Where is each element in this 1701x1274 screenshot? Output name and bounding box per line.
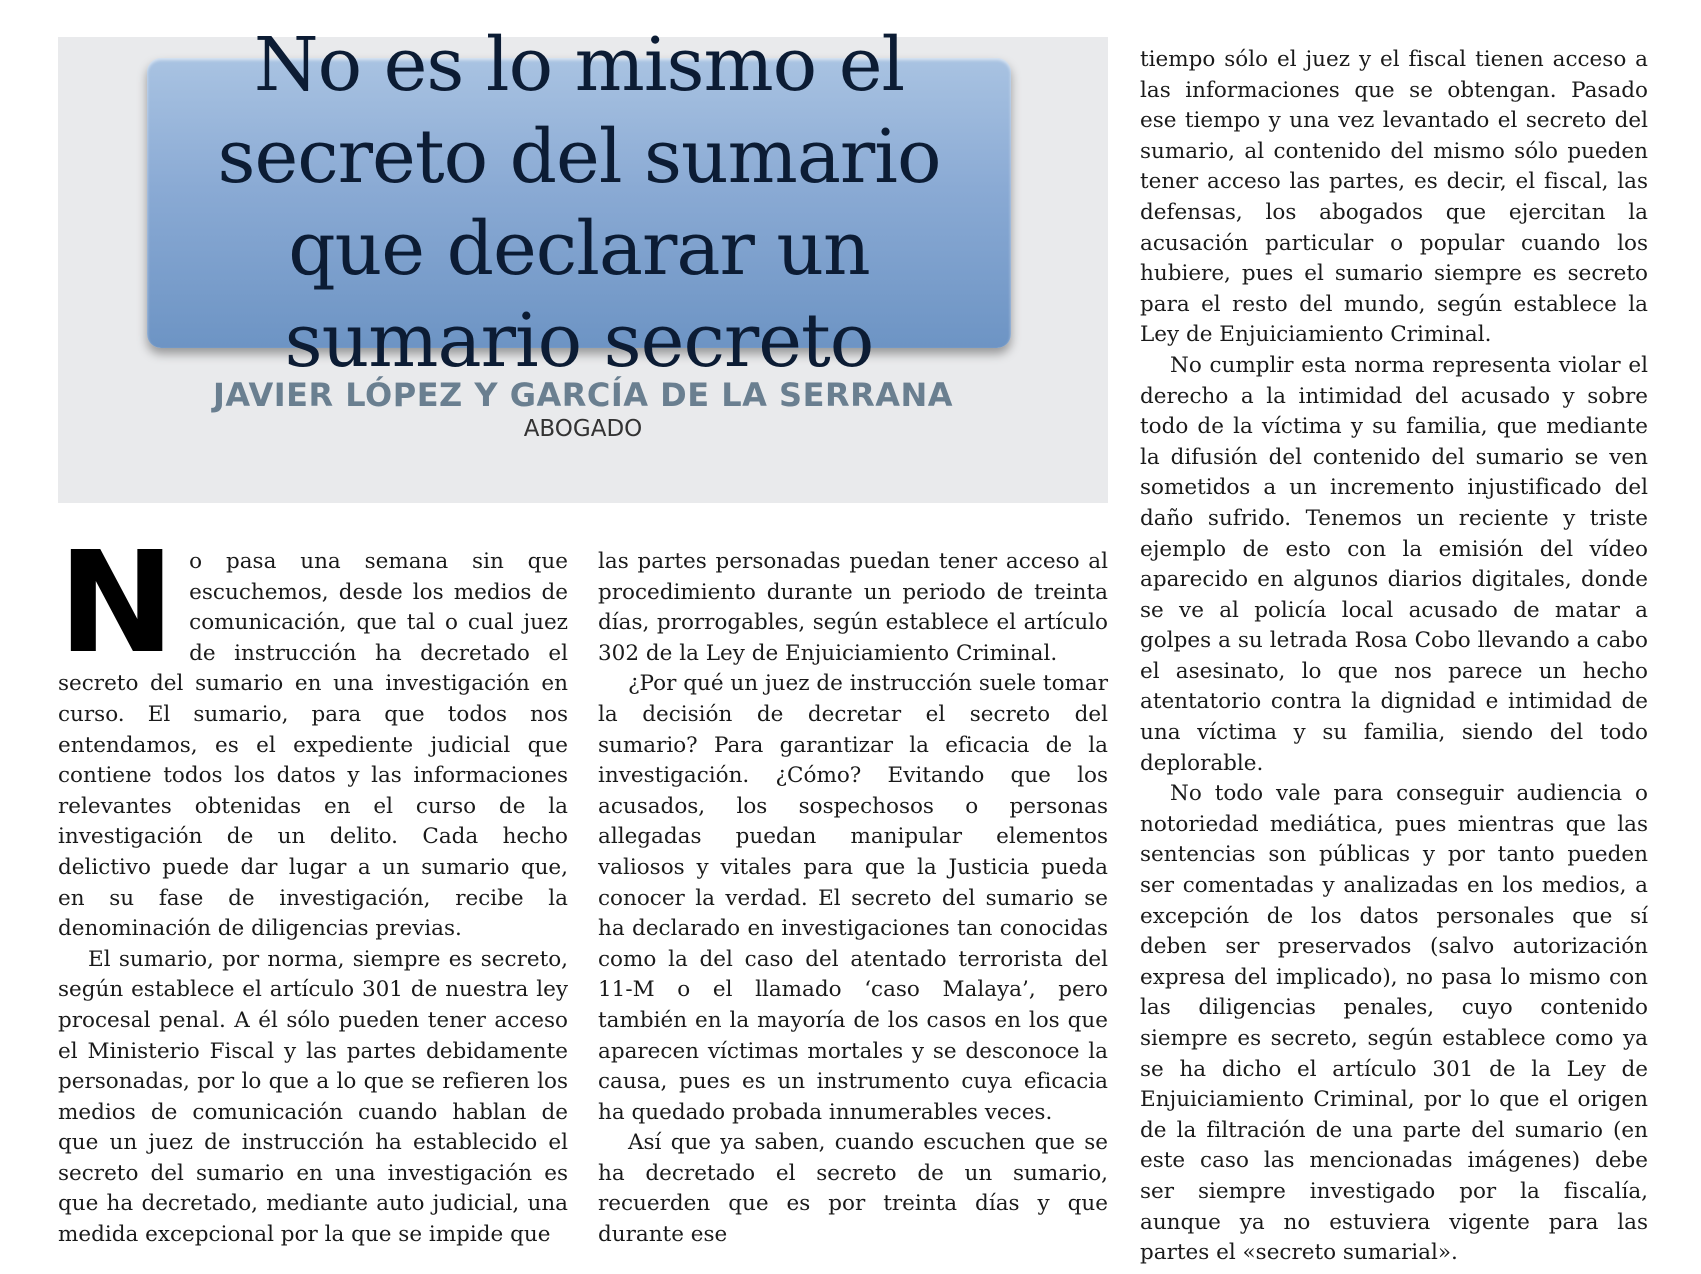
column-2 (598, 547, 1108, 1251)
article-title: No es lo mismo el secreto del sumario que declarar un sumario secreto (217, 22, 941, 384)
paragraph: tiempo sólo el juez y el fiscal tienen acceso a las informaciones que se obtengan. Pasado ese tiempo y una vez levantado el secreto del sumario, al contenido del mismo sólo pueden tener acceso las partes, es decir, el fiscal, las defensas, los abogados que ejercitan la acusación particular o popular cuando los hubiere, pues el sumario siempre es secreto para el resto del mundo, según establece la Ley de Enjuiciamiento Criminal. (1140, 47, 1648, 348)
paragraph (58, 522, 568, 945)
paragraph-text: o pasa una semana sin que escuchemos, desde los medios de comunicación, que tal o cual juez de instrucción ha decretado el secreto del sumario en una investigación en curso. El sumario, para que todos nos entendamos, es el expediente judicial que contiene todos los datos y las informaciones relevantes obtenidas en el curso de la investigación de un delito. Cada hecho delictivo puede dar lugar a un sumario que, en su fase de investigación, recibe la denominación de diligencias previas. (58, 549, 568, 942)
title-box (147, 22, 1011, 384)
drop-cap: N (58, 522, 176, 685)
column-3 (1140, 45, 1648, 1269)
author-name: JAVIER LÓPEZ Y GARCÍA DE LA SERRANA (212, 376, 954, 414)
author-role: ABOGADO (523, 416, 643, 442)
paragraph: Así que ya saben, cuando escuchen que se ha decretado el secreto de un sumario, recuerden que es por treinta días y que durante ese (598, 1130, 1108, 1248)
paragraph: No todo vale para conseguir audiencia o notoriedad mediática, pues mientras que las sentencias son públicas y por tanto pueden ser comentadas y analizadas en los medios, a excepción de los datos personales que sí deben ser preservados (salvo autorización expresa del implicado), no pasa lo mismo con las diligencias penales, cuyo contenido siempre es secreto, según establece como ya se ha dicho el artículo 301 de la Ley de Enjuiciamiento Criminal, por lo que el origen de la filtración de una parte del sumario (en este caso las mencionadas imágenes) debe ser siempre investigado por la fiscalía, aunque ya no estuviera vigente para las partes el «secreto sumarial». (1140, 781, 1648, 1266)
byline (58, 375, 1108, 443)
column-1 (58, 522, 568, 1251)
paragraph: El sumario, por norma, siempre es secreto, según establece el artículo 301 de nuestra ley procesal penal. A él sólo pueden tener acceso el Ministerio Fiscal y las partes debidamente personadas, por lo que a lo que se refieren los medios de comunicación cuando hablan de que un juez de instrucción ha establecido el secreto del sumario en una investigación es que ha decretado, mediante auto judicial, una medida excepcional por la que se impide que (58, 946, 568, 1248)
paragraph: ¿Por qué un juez de instrucción suele tomar la decisión de decretar el secreto del sumario? Para garantizar la eficacia de la investigación. ¿Cómo? Evitando que los acusados, los sospechosos o personas allegadas puedan manipular elementos valiosos y vitales para que la Justicia pueda conocer la verdad. El secreto del sumario se ha declarado en investigaciones tan conocidas como la del caso del atentado terrorista del 11-M o el llamado ‘caso Malaya’, pero también en la mayoría de los casos en los que aparecen víctimas mortales y se desconoce la causa, pues es un instrumento cuya eficacia ha quedado probada innumerables veces. (598, 671, 1108, 1125)
paragraph: las partes personadas puedan tener acceso al procedimiento durante un periodo de treinta días, prorrogables, según establece el artículo 302 de la Ley de Enjuiciamiento Criminal. (598, 549, 1108, 666)
paragraph: No cumplir esta norma representa violar el derecho a la intimidad del acusado y sobre todo de la víctima y su familia, que mediante la difusión del contenido del sumario se ven sometidos a un incremento injustificado del daño sufrido. Tenemos un reciente y triste ejemplo de esto con la emisión del vídeo aparecido en algunos diarios digitales, donde se ve al policía local acusado de matar a golpes a su letrada Rosa Cobo llevando a cabo el asesinato, lo que nos parece un hecho atentatorio contra la dignidad e intimidad de una víctima y su familia, siendo del todo deplorable. (1140, 352, 1648, 776)
